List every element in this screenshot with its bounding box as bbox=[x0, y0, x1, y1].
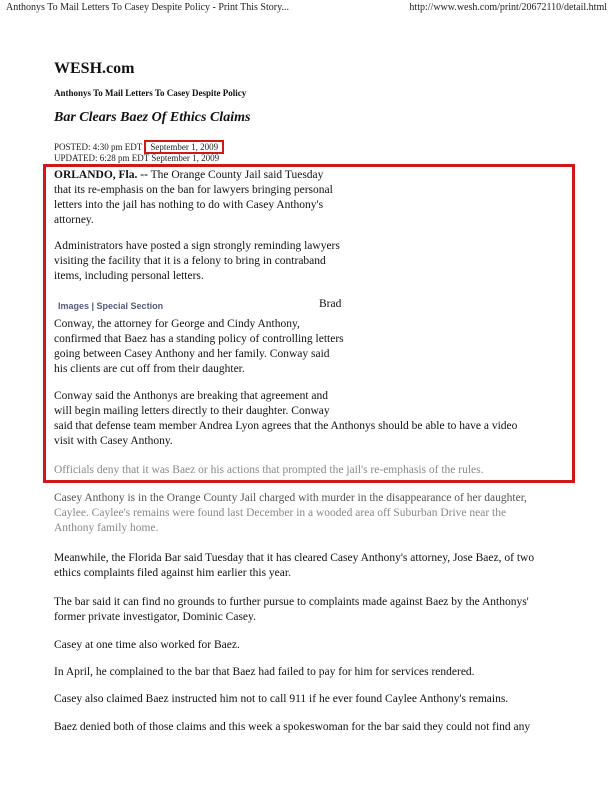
article-paragraph-7-line-1: Meanwhile, the Florida Bar said Tuesday that it has cleared Casey Anthony's attorney, Jose Baez, of two bbox=[54, 552, 535, 564]
posted-date-highlight: September 1, 2009 bbox=[144, 140, 224, 154]
article-paragraph-6-line-3: Anthony family home. bbox=[54, 522, 159, 534]
article-paragraph-2-line-3: items, including personal letters. bbox=[54, 270, 204, 282]
article-headline: Bar Clears Baez Of Ethics Claims bbox=[54, 110, 251, 125]
article-paragraph-1-line-4: attorney. bbox=[54, 214, 94, 226]
article-paragraph-10: In April, he complained to the bar that Baez had failed to pay for him for services rendered. bbox=[54, 666, 475, 678]
related-links[interactable]: Images | Special Section bbox=[58, 301, 164, 311]
updated-timestamp: UPDATED: 6:28 pm EDT September 1, 2009 bbox=[54, 153, 220, 163]
article-paragraph-9: Casey at one time also worked for Baez. bbox=[54, 639, 240, 651]
article-paragraph-1-line-2: that its re-emphasis on the ban for lawyers bringing personal bbox=[54, 184, 333, 196]
article-paragraph-1-line-3: letters into the jail has nothing to do with Casey Anthony's bbox=[54, 199, 324, 211]
article-paragraph-2-line-1: Administrators have posted a sign strongly reminding lawyers bbox=[54, 240, 340, 252]
article-paragraph-5: Officials deny that it was Baez or his actions that prompted the jail's re-emphasis of the rules. bbox=[54, 464, 484, 476]
article-paragraph-6-line-1: Casey Anthony is in the Orange County Jail charged with murder in the disappearance of her daughter, bbox=[54, 492, 527, 504]
article-paragraph-4-line-1: Conway said the Anthonys are breaking that agreement and bbox=[54, 390, 329, 402]
article-paragraph-2-line-2: visiting the facility that it is a felony to bring in contraband bbox=[54, 255, 326, 267]
article-paragraph-3-line-2: confirmed that Baez has a standing policy of controlling letters bbox=[54, 333, 344, 345]
article-paragraph-4-line-3: said that defense team member Andrea Lyon agrees that the Anthonys should be able to have a video bbox=[54, 420, 518, 432]
article-paragraph-11: Casey also claimed Baez instructed him not to call 911 if he ever found Caylee Anthony's remains. bbox=[54, 693, 509, 705]
print-page-title: Anthonys To Mail Letters To Casey Despite Policy - Print This Story... bbox=[6, 2, 289, 13]
byline-start: Brad bbox=[319, 298, 342, 310]
posted-prefix: POSTED: 4:30 pm EDT bbox=[54, 142, 145, 152]
article-paragraph-8-line-1: The bar said it can find no grounds to further pursue to complaints made against Baez by the Anthonys' bbox=[54, 596, 529, 608]
article-paragraph-3-line-3: going between Casey Anthony and her family. Conway said bbox=[54, 348, 330, 360]
article-paragraph-3-line-4: his clients are cut off from their daughter. bbox=[54, 363, 245, 375]
posted-timestamp bbox=[54, 140, 224, 154]
browser-print-header bbox=[6, 2, 607, 16]
article-paragraph-3-line-1: Conway, the attorney for George and Cindy Anthony, bbox=[54, 318, 300, 330]
article-paragraph-12: Baez denied both of those claims and this week a spokeswoman for the bar said they could not find any bbox=[54, 721, 531, 733]
article-paragraph-1-line-1: ORLANDO, Fla. -- The Orange County Jail said Tuesday bbox=[54, 169, 324, 181]
print-page-url: http://www.wesh.com/print/20672110/detail.html bbox=[409, 2, 607, 13]
site-name: WESH.com bbox=[54, 60, 135, 77]
article-paragraph-8-line-2: former private investigator, Dominic Casey. bbox=[54, 611, 256, 623]
article-paragraph-7-line-2: ethics complaints filed against him earlier this year. bbox=[54, 567, 291, 579]
article-paragraph-4-line-2: will begin mailing letters directly to their daughter. Conway bbox=[54, 405, 330, 417]
article-paragraph-4-line-4: visit with Casey Anthony. bbox=[54, 435, 173, 447]
dateline: ORLANDO, Fla. -- bbox=[54, 169, 148, 181]
article-paragraph-6-line-2: Caylee. Caylee's remains were found last December in a wooded area off Suburban Drive near the bbox=[54, 507, 507, 519]
kicker-link[interactable]: Anthonys To Mail Letters To Casey Despite Policy bbox=[54, 88, 247, 98]
